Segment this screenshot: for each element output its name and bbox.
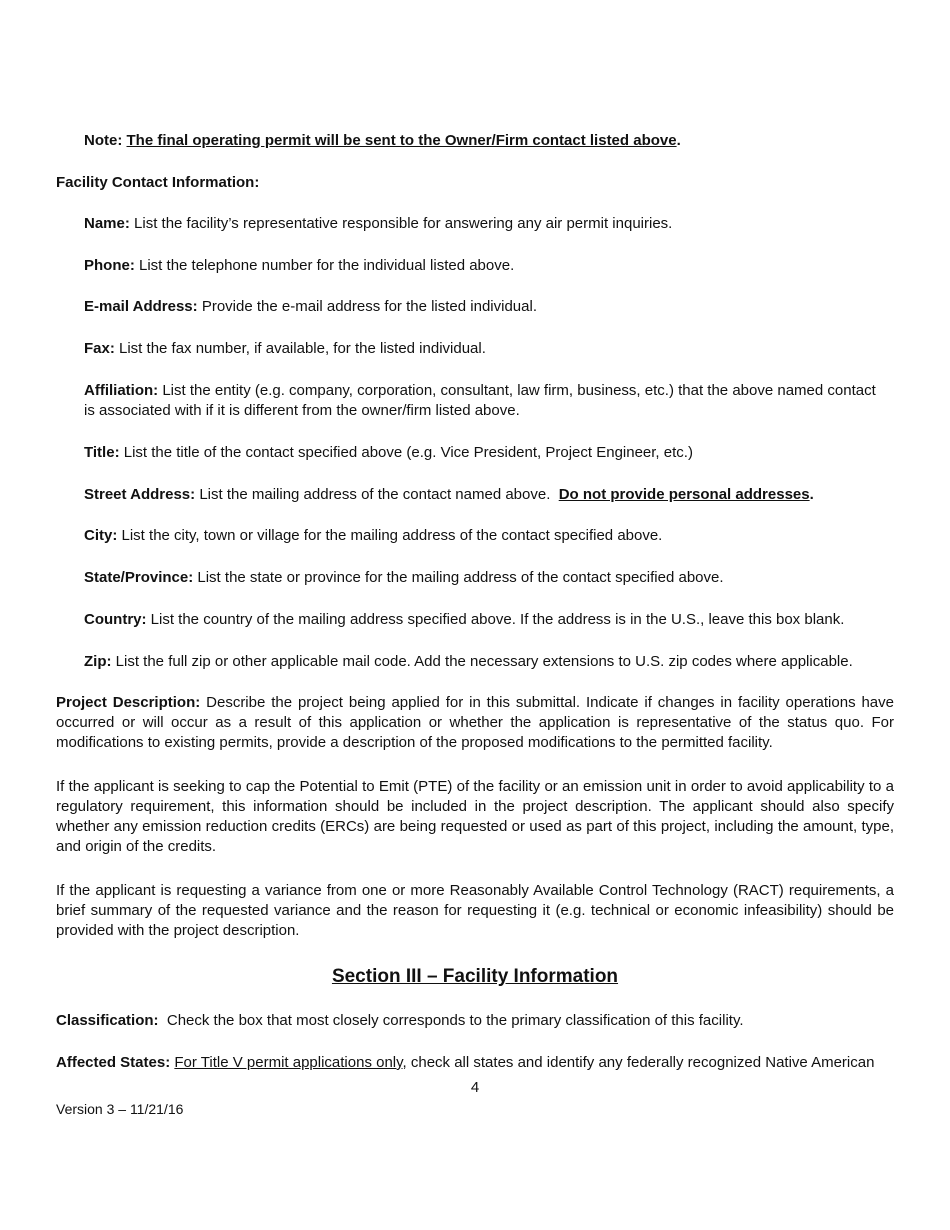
city-label: City: <box>84 527 118 544</box>
affiliation-label: Affiliation: <box>84 382 159 399</box>
affected-states-text: , check all states and identify any federally recognized Native American <box>402 1054 875 1071</box>
project-description-paragraph <box>56 693 894 753</box>
page-number: 4 <box>470 1079 480 1096</box>
name-field-description <box>84 214 672 234</box>
note-line <box>84 131 681 151</box>
email-label: E-mail Address: <box>84 298 198 315</box>
fax-label: Fax: <box>84 340 115 357</box>
title-field-description <box>84 443 693 463</box>
ract-paragraph: If the applicant is requesting a variance from one or more Reasonably Available Control Technology (RACT) requirements, a brief summary of the requested variance and the reason for requesting it (e.g. technical or economic infeasibility) should be provided with the project description. <box>56 882 894 939</box>
state-label: State/Province: <box>84 569 194 586</box>
street-end: . <box>809 486 814 503</box>
affected-states-description <box>56 1053 874 1073</box>
street-warning: Do not provide personal addresses <box>558 486 810 503</box>
title-text: List the title of the contact specified above (e.g. Vice President, Project Engineer, etc.) <box>119 444 693 461</box>
phone-field-description <box>84 256 514 276</box>
street-field-description <box>84 485 814 505</box>
title-label: Title: <box>84 444 120 461</box>
city-field-description <box>84 526 662 546</box>
section-title: Section III – Facility Information <box>331 966 619 987</box>
street-label: Street Address: <box>84 486 196 503</box>
zip-field-description <box>84 652 853 672</box>
country-label: Country: <box>84 611 147 628</box>
affiliation-field-description <box>84 381 884 421</box>
country-text: List the country of the mailing address specified above. If the address is in the U.S., leave this box blank. <box>146 611 845 628</box>
note-end: . <box>676 132 681 149</box>
classification-description <box>56 1011 744 1031</box>
email-text: Provide the e-mail address for the listed individual. <box>197 298 537 315</box>
project-description-label: Project Description: <box>56 694 201 711</box>
state-text: List the state or province for the mailing address of the contact specified above. <box>193 569 724 586</box>
country-field-description <box>84 610 844 630</box>
affected-states-label: Affected States: <box>56 1054 171 1071</box>
note-label: Note: <box>84 132 123 149</box>
zip-text: List the full zip or other applicable mail code. Add the necessary extensions to U.S. zip codes where applicable. <box>111 653 853 670</box>
name-text: List the facility’s representative responsible for answering any air permit inquiries. <box>129 215 673 232</box>
phone-label: Phone: <box>84 257 135 274</box>
classification-label: Classification: <box>56 1012 159 1029</box>
phone-text: List the telephone number for the individual listed above. <box>134 257 515 274</box>
email-field-description <box>84 297 537 317</box>
project-description-text: Describe the project being applied for in this submittal. Indicate if changes in facility operations have occurred or will occur as a result of this application or whether the application is representative of the status quo. For modifications to existing permits, provide a description of the proposed modifications to the permitted facility. <box>56 694 894 751</box>
version-label: Version 3 – 11/21/16 <box>56 1101 184 1117</box>
facility-contact-heading: Facility Contact Information: <box>56 174 260 191</box>
affected-states-underlined: For Title V permit applications only <box>174 1054 403 1071</box>
fax-field-description <box>84 339 486 359</box>
zip-label: Zip: <box>84 653 112 670</box>
city-text: List the city, town or village for the mailing address of the contact specified above. <box>117 527 663 544</box>
state-field-description <box>84 568 724 588</box>
name-label: Name: <box>84 215 130 232</box>
fax-text: List the fax number, if available, for the listed individual. <box>114 340 486 357</box>
affiliation-text: List the entity (e.g. company, corporation, consultant, law firm, business, etc.) that the above named contact is associated with if it is different from the owner/firm listed above. <box>84 382 876 419</box>
street-text: List the mailing address of the contact named above. <box>195 486 559 503</box>
pte-paragraph: If the applicant is seeking to cap the Potential to Emit (PTE) of the facility or an emission unit in order to avoid applicability to a regulatory requirement, this information should be included in the project description. The applicant should also specify whether any emission reduction credits (ERCs) are being requested or used as part of this project, including the amount, type, and origin of the credits. <box>56 778 894 855</box>
classification-text: Check the box that most closely corresponds to the primary classification of this facility. <box>158 1012 744 1029</box>
note-text: The final operating permit will be sent to the Owner/Firm contact listed above <box>126 132 677 149</box>
